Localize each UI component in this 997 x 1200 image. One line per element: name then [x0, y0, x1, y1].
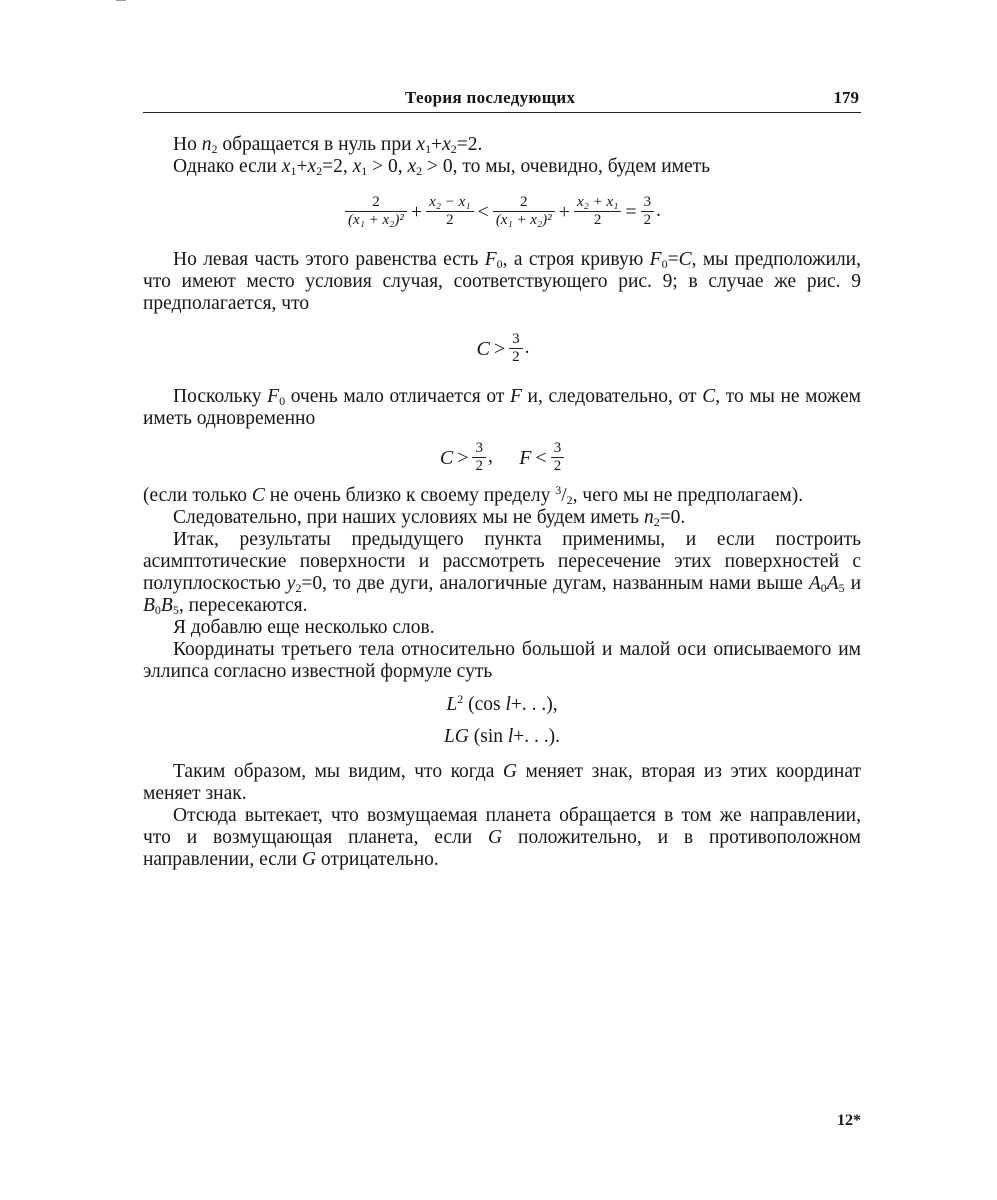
paragraph-results: Итак, результаты предыдущего пункта применимы, и если построить асимптотические поверхности и рассмотреть пересечение этих поверхностей с полуплоскостью $y_2=0$, то две дуги, аналогичные дугам, названным нами выше $A_0A_5$ и $B_0B_5$, пересекаются. — [143, 529, 862, 617]
fraction: $\frac{2}{\text{(x₁ + x₂)²}}$ — [345, 194, 407, 229]
formula-line-1: $L^2$ (cos l+. . .), — [446, 692, 558, 715]
inequality-equation: $\frac{2}{\text{(x₁ + x₂)²}}$ + $\frac{\text{x₂ − x₁}}{2}$ < $\frac{2}{\text{(x₁ + x₂)²}}$ + $\frac{\text{x₂ + x₁}}{2}$ = $\frac{3}{2}$ . — [143, 194, 861, 229]
line-however: Однако если $x_1+x_2=2$, $x_1 > 0$, $x_2 > 0$, то мы, очевидно, будем иметь — [173, 156, 711, 178]
coordinate-formulas — [143, 693, 861, 749]
fraction: $\frac{3}{2}$ — [509, 331, 523, 366]
formula-line-2: LG (sin l+. . .). — [443, 726, 561, 747]
scan-mark — [116, 0, 126, 5]
running-header — [143, 86, 861, 113]
fraction: $\frac{3}{2}$ — [551, 440, 565, 475]
paragraph-left-part: Но левая часть этого равенства есть $F_0$, а строя кривую $F_0=C$, мы предположили, что имеют место условия случая, соответствующего рис. 9; в случае же рис. 9 предполагается, что — [143, 249, 861, 314]
running-title: Теория последующих — [405, 88, 576, 107]
body-text — [143, 134, 861, 871]
page-number: 179 — [833, 88, 859, 107]
signature-mark: 12* — [837, 1112, 861, 1129]
fraction: $\frac{3}{2}$ — [472, 440, 486, 475]
line-n2-zero: Но $n_2$ обращается в нуль при $x_1+x_2=2$. — [173, 134, 483, 156]
fraction: $\frac{\text{x₂ + x₁}}{2}$ — [574, 194, 621, 229]
paragraph-since: Поскольку $F_0$ очень мало отличается от F и, следовательно, от C, то мы не можем иметь одновременно — [143, 386, 861, 429]
fraction: $\frac{\text{x₂ − x₁}}{2}$ — [426, 194, 473, 229]
paragraph-consequently: Следовательно, при наших условиях мы не будем иметь $n_2=0$. — [173, 507, 686, 529]
paragraph-coordinates: Координаты третьего тела относительно большой и малой оси описываемого им эллипса согласно известной формуле суть — [143, 639, 861, 682]
condition-equation: C > $\frac{3}{2}$ . — [476, 331, 530, 365]
paragraph-thus: Таким образом, мы видим, что когда G меняет знак, вторая из этих координат меняет знак. — [143, 761, 861, 804]
paragraph-limit: (если только C не очень близко к своему пределу $^3/_2$, чего мы не предполагаем). — [143, 483, 804, 507]
paragraph-hence: Отсюда вытекает, что возмущаемая планета обращается в том же направлении, что и возмущающая планета, если G положительно, и в противоположном направлении, если G отрицательно. — [143, 805, 862, 870]
fraction: $\frac{3}{2}$ — [641, 194, 655, 229]
fraction: $\frac{2}{\text{(x₁ + x₂)²}}$ — [493, 194, 555, 229]
simultaneous-equation: C > $\frac{3}{2}$ , F < $\frac{3}{2}$ — [143, 440, 861, 475]
paragraph-add-words: Я добавлю еще несколько слов. — [173, 617, 435, 638]
